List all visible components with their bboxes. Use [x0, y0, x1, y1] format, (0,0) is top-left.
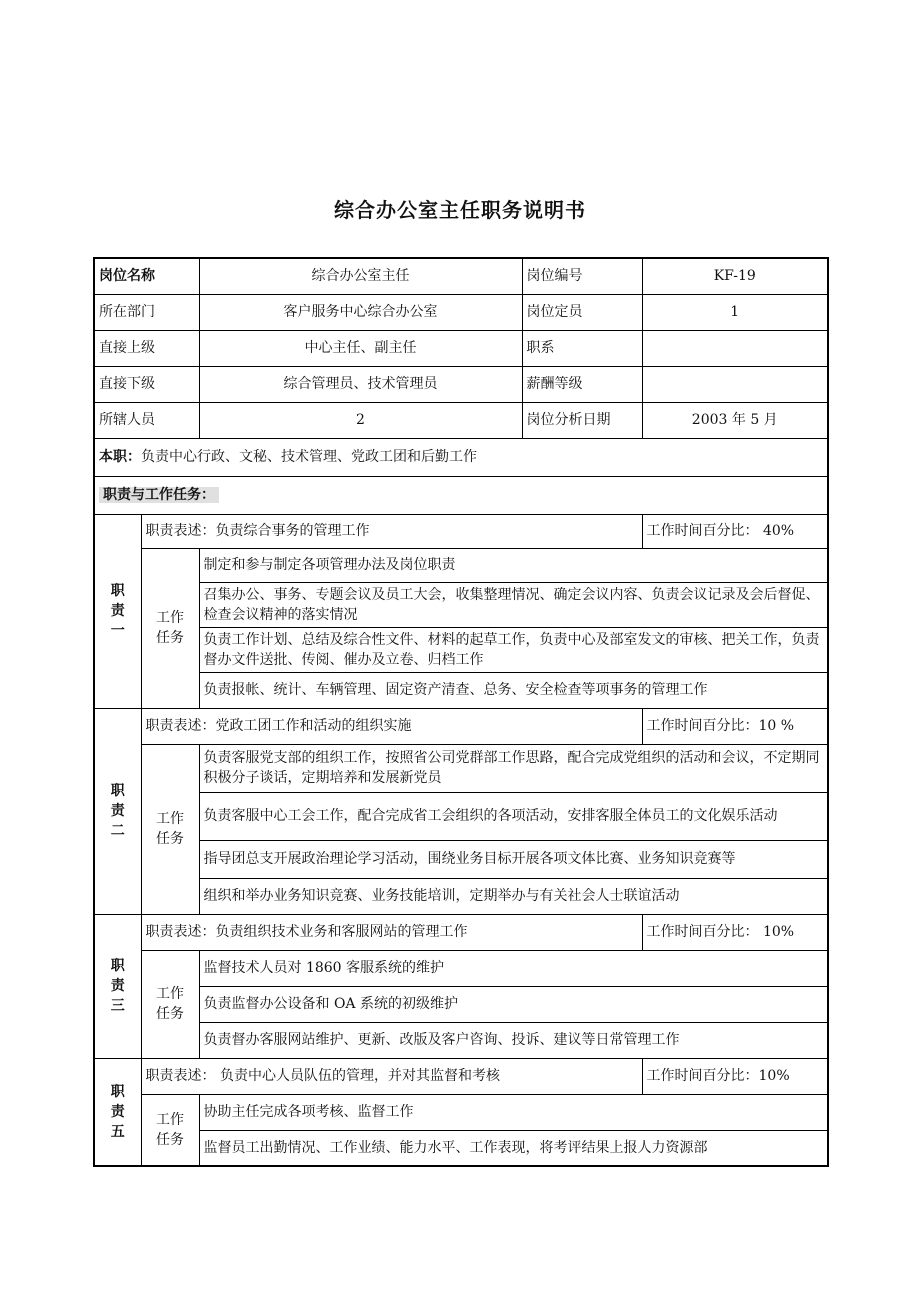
duty-description: 职责表述：负责综合事务的管理工作: [141, 514, 642, 548]
duty-description-row: [94, 708, 828, 744]
info-label: 职系: [522, 330, 642, 366]
info-value: 客户服务中心综合办公室: [199, 294, 522, 330]
task-item: 监督技术人员对 1860 客服系统的维护: [199, 950, 828, 986]
task-row: [94, 582, 828, 627]
task-row: [94, 840, 828, 878]
info-row: [94, 258, 828, 294]
info-label: 薪酬等级: [522, 366, 642, 402]
duty-description-row: [94, 914, 828, 950]
info-value: 综合办公室主任: [199, 258, 522, 294]
task-label: 工作 任务: [141, 548, 199, 708]
task-item: 负责监督办公设备和 OA 系统的初级维护: [199, 986, 828, 1022]
main-duty-label: 本职：: [99, 449, 141, 465]
info-label: 岗位名称: [94, 258, 199, 294]
info-value: 2003 年 5 月: [642, 402, 828, 438]
info-label: 岗位定员: [522, 294, 642, 330]
info-value: [642, 366, 828, 402]
task-item: 负责报帐、统计、车辆管理、固定资产清查、总务、安全检查等项事务的管理工作: [199, 672, 828, 708]
task-row: [94, 1022, 828, 1058]
task-row: [94, 672, 828, 708]
info-value: 2: [199, 402, 522, 438]
main-duty-row: [94, 438, 828, 476]
info-row: [94, 294, 828, 330]
duty-description: 职责表述：党政工团工作和活动的组织实施: [141, 708, 642, 744]
duty-time-percent: 工作时间百分比：10%: [642, 1058, 828, 1094]
document-title: 综合办公室主任职务说明书: [334, 198, 586, 222]
task-label: 工作 任务: [141, 950, 199, 1058]
main-duty-cell: [94, 438, 828, 476]
duty-name: 职 责 五: [94, 1058, 141, 1166]
task-row: [94, 792, 828, 840]
info-label: 所辖人员: [94, 402, 199, 438]
task-item: 负责客服党支部的组织工作，按照省公司党群部工作思路，配合完成党组织的活动和会议，不定期同积极分子谈话，定期培养和发展新党员: [199, 744, 828, 792]
duty-description-row: [94, 1058, 828, 1094]
task-item: 协助主任完成各项考核、监督工作: [199, 1094, 828, 1130]
task-row: [94, 878, 828, 914]
job-description-table: [93, 257, 829, 1167]
info-label: 所在部门: [94, 294, 199, 330]
task-row: [94, 744, 828, 792]
task-item: 召集办公、事务、专题会议及员工大会，收集整理情况、确定会议内容、负责会议记录及会后督促、检查会议精神的落实情况: [199, 582, 828, 627]
task-item: 负责客服中心工会工作，配合完成省工会组织的各项活动，安排客服全体员工的文化娱乐活动: [199, 792, 828, 840]
duty-name: 职 责 一: [94, 514, 141, 708]
info-label: 直接下级: [94, 366, 199, 402]
info-row: [94, 402, 828, 438]
info-value: [642, 330, 828, 366]
task-item: 组织和举办业务知识竞赛、业务技能培训，定期举办与有关社会人士联谊活动: [199, 878, 828, 914]
duties-heading-row: [94, 476, 828, 514]
task-label: 工作 任务: [141, 1094, 199, 1166]
info-value: KF-19: [642, 258, 828, 294]
task-row: [94, 627, 828, 672]
task-item: 负责督办客服网站维护、更新、改版及客户咨询、投诉、建议等日常管理工作: [199, 1022, 828, 1058]
task-item: 负责工作计划、总结及综合性文件、材料的起草工作，负责中心及部室发文的审核、把关工作，负责督办文件送批、传阅、催办及立卷、归档工作: [199, 627, 828, 672]
duties-heading-cell: [94, 476, 828, 514]
task-row: [94, 548, 828, 582]
task-row: [94, 1094, 828, 1130]
info-value: 1: [642, 294, 828, 330]
task-row: [94, 950, 828, 986]
task-row: [94, 986, 828, 1022]
task-row: [94, 1130, 828, 1166]
duty-time-percent: 工作时间百分比：10 %: [642, 708, 828, 744]
main-duty-text: 负责中心行政、文秘、技术管理、党政工团和后勤工作: [141, 449, 477, 465]
info-row: [94, 330, 828, 366]
task-item: 指导团总支开展政治理论学习活动，围绕业务目标开展各项文体比赛、业务知识竞赛等: [199, 840, 828, 878]
info-value: 综合管理员、技术管理员: [199, 366, 522, 402]
task-item: 制定和参与制定各项管理办法及岗位职责: [199, 548, 828, 582]
info-label: 直接上级: [94, 330, 199, 366]
duty-description-row: [94, 514, 828, 548]
duties-heading: 职责与工作任务：: [99, 487, 219, 503]
duty-description: 职责表述：负责组织技术业务和客服网站的管理工作: [141, 914, 642, 950]
duty-time-percent: 工作时间百分比： 40%: [642, 514, 828, 548]
info-row: [94, 366, 828, 402]
info-value: 中心主任、副主任: [199, 330, 522, 366]
info-label: 岗位分析日期: [522, 402, 642, 438]
duty-name: 职 责 二: [94, 708, 141, 914]
duty-name: 职 责 三: [94, 914, 141, 1058]
duty-description: 职责表述： 负责中心人员队伍的管理，并对其监督和考核: [141, 1058, 642, 1094]
info-label: 岗位编号: [522, 258, 642, 294]
task-label: 工作 任务: [141, 744, 199, 914]
duty-time-percent: 工作时间百分比： 10%: [642, 914, 828, 950]
task-item: 监督员工出勤情况、工作业绩、能力水平、工作表现，将考评结果上报人力资源部: [199, 1130, 828, 1166]
